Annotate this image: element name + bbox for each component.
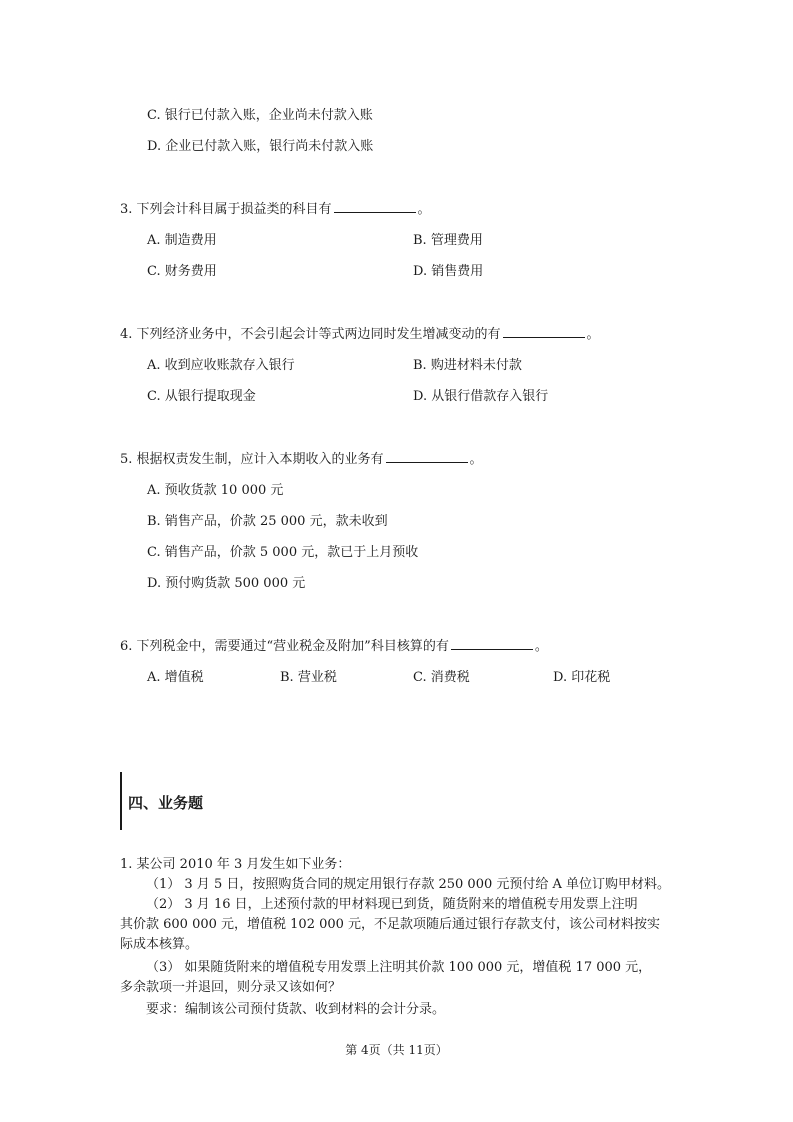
question-6-text: 6. 下列税金中，需要通过“营业税金及附加”科目核算的有 (120, 639, 449, 654)
question-4-option-d: D. 从银行借款存入银行 (413, 389, 549, 404)
question-3-option-b: B. 管理费用 (413, 233, 483, 248)
question-5-option-a: A. 预收货款 10 000 元 (147, 483, 284, 498)
question-5-option-c: C. 销售产品，价款 5 000 元，款已于上月预收 (147, 545, 419, 560)
question-5-option-b: B. 销售产品，价款 25 000 元，款未收到 (147, 514, 388, 529)
question-3-stem (120, 198, 431, 217)
prev-option-d: D. 企业已付款入账，银行尚未付款入账 (147, 139, 374, 154)
question-3-end: 。 (417, 202, 431, 217)
question-4-option-b: B. 购进材料未付款 (413, 358, 522, 373)
problem-1-item-3-line-1: （3） 如果随货附来的增值税专用发票上注明其价款 100 000 元，增值税 17 000 元， (146, 960, 652, 975)
problem-1-item-3-line-2: 多余款项一并退回，则分录又该如何？ (120, 980, 342, 995)
question-6-blank (451, 638, 533, 650)
question-4-text: 4. 下列经济业务中，不会引起会计等式两边同时发生增减变动的有 (120, 327, 501, 342)
question-6-option-b: B. 营业税 (280, 670, 337, 685)
question-3-option-c: C. 财务费用 (147, 264, 217, 279)
question-6-stem (120, 635, 548, 654)
prev-option-c: C. 银行已付款入账，企业尚未付款入账 (147, 108, 373, 123)
question-3-option-d: D. 销售费用 (413, 264, 484, 279)
problem-1-item-2-line-3: 际成本核算。 (120, 937, 199, 952)
question-3-option-a: A. 制造费用 (147, 233, 217, 248)
question-5-stem (120, 448, 483, 467)
question-4-option-c: C. 从银行提取现金 (147, 389, 256, 404)
problem-1-requirement: 要求：编制该公司预付货款、收到材料的会计分录。 (146, 1002, 446, 1017)
question-4-blank (503, 326, 585, 338)
problem-1-intro: 1. 某公司 2010 年 3 月发生如下业务： (120, 857, 351, 872)
question-5-text: 5. 根据权责发生制，应计入本期收入的业务有 (120, 452, 384, 467)
question-6-option-c: C. 消费税 (413, 670, 470, 685)
page-number: 第 4页（共 11页） (345, 1043, 448, 1057)
problem-1-item-2-line-2: 其价款 600 000 元，增值税 102 000 元，不足款项随后通过银行存款支付，该公司材料按实 (120, 917, 661, 932)
question-4-option-a: A. 收到应收账款存入银行 (147, 358, 295, 373)
question-3-text: 3. 下列会计科目属于损益类的科目有 (120, 202, 332, 217)
question-3-blank (334, 201, 416, 213)
question-5-option-d: D. 预付购货款 500 000 元 (147, 576, 306, 591)
problem-1-item-2-line-1: （2） 3 月 16 日，上述预付款的甲材料现已到货，随货附来的增值税专用发票上注明 (146, 897, 638, 912)
question-6-option-d: D. 印花税 (553, 670, 611, 685)
question-4-stem (120, 323, 600, 342)
section-heading-bar (120, 772, 122, 830)
question-5-end: 。 (469, 452, 483, 467)
question-4-end: 。 (586, 327, 600, 342)
problem-1-item-1: （1） 3 月 5 日，按照购货合同的规定用银行存款 250 000 元预付给 A 单位订购甲材料。 (146, 877, 671, 892)
section-title: 四、业务题 (128, 794, 204, 812)
question-5-blank (386, 451, 468, 463)
question-6-end: 。 (534, 639, 548, 654)
question-6-option-a: A. 增值税 (147, 670, 204, 685)
